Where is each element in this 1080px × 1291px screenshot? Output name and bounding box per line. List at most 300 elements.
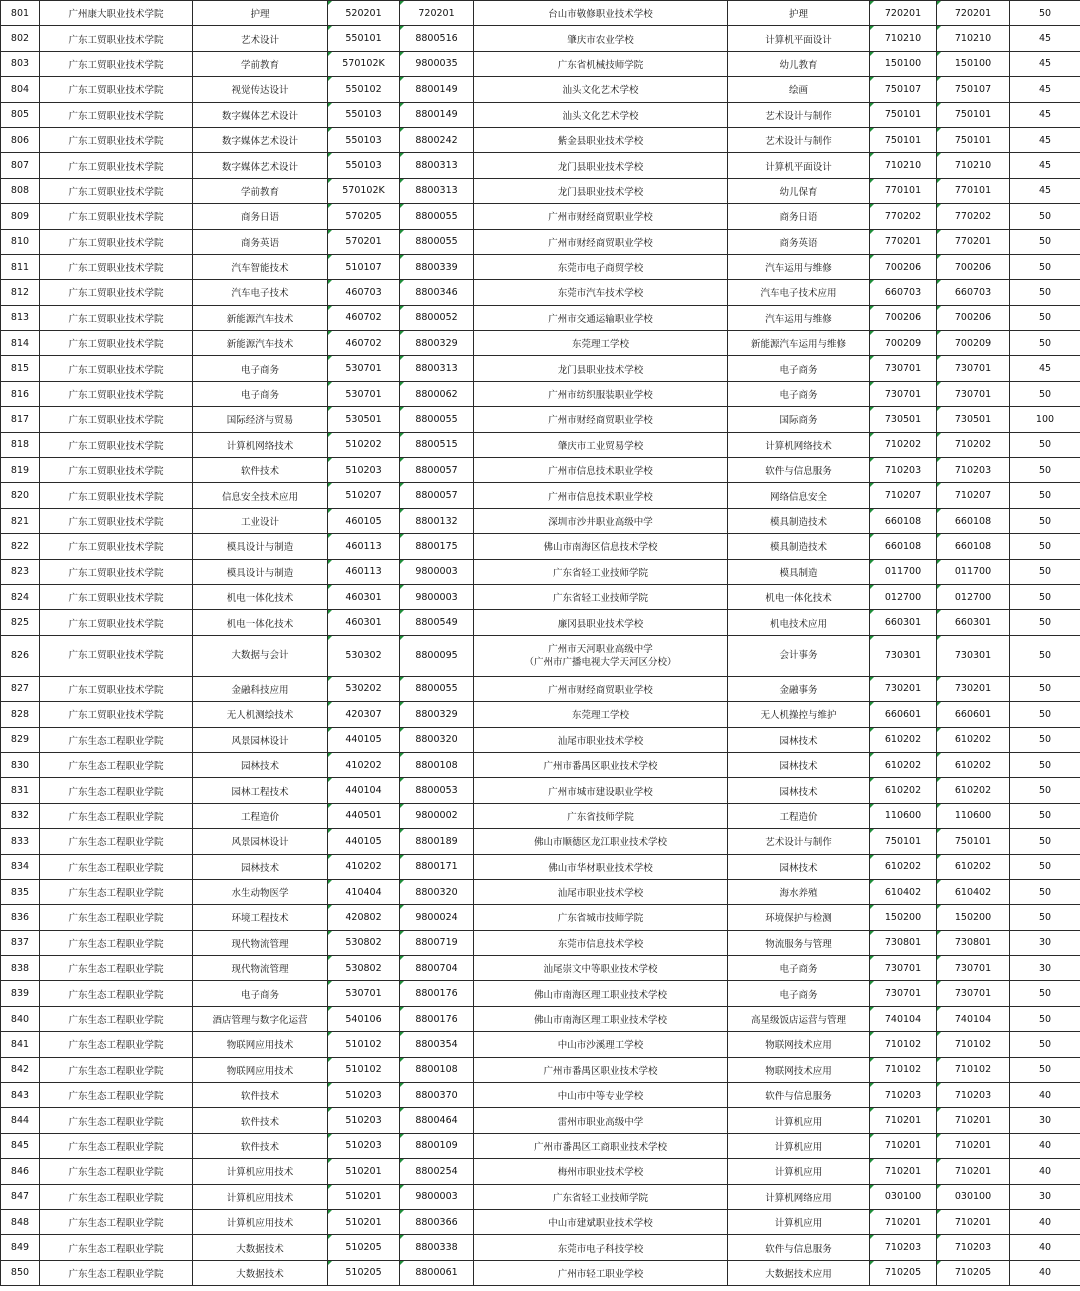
college-major-cell: 电子商务 xyxy=(193,981,328,1006)
row-number-cell: 822 xyxy=(1,534,40,559)
table-row xyxy=(1,178,1080,203)
college-major-code-cell: 440501 xyxy=(328,803,400,828)
plan-count-cell: 30 xyxy=(1010,1108,1080,1133)
school-code-cell: 8800320 xyxy=(400,879,474,904)
school-major-code-2-cell: 710207 xyxy=(937,483,1010,508)
secondary-school-cell: 雷州市职业高级中学 xyxy=(474,1108,728,1133)
school-code-cell: 8800095 xyxy=(400,635,474,676)
table-row xyxy=(1,229,1080,254)
row-number-cell: 848 xyxy=(1,1209,40,1234)
school-major-code-2-cell: 770201 xyxy=(937,229,1010,254)
college-major-cell: 物联网应用技术 xyxy=(193,1032,328,1057)
row-number-cell: 833 xyxy=(1,829,40,854)
college-major-code-cell: 460105 xyxy=(328,508,400,533)
college-major-code-cell: 510201 xyxy=(328,1209,400,1234)
college-cell: 广东生态工程职业学院 xyxy=(40,854,193,879)
table-row xyxy=(1,127,1080,152)
college-major-cell: 数字媒体艺术设计 xyxy=(193,102,328,127)
school-major-code-2-cell: 110600 xyxy=(937,803,1010,828)
secondary-school-cell: 肇庆市农业学校 xyxy=(474,26,728,51)
school-code-cell: 8800346 xyxy=(400,280,474,305)
plan-count-cell: 30 xyxy=(1010,930,1080,955)
plan-count-cell: 50 xyxy=(1010,778,1080,803)
school-major-code-cell: 750101 xyxy=(870,102,937,127)
school-major-code-cell: 110600 xyxy=(870,803,937,828)
college-cell: 广东工贸职业技术学院 xyxy=(40,559,193,584)
school-major-cell: 艺术设计与制作 xyxy=(728,829,870,854)
school-major-cell: 无人机操控与维护 xyxy=(728,702,870,727)
table-row xyxy=(1,51,1080,76)
school-code-cell: 8800719 xyxy=(400,930,474,955)
school-major-code-cell: 770101 xyxy=(870,178,937,203)
college-cell: 广东生态工程职业学院 xyxy=(40,879,193,904)
school-code-cell: 8800366 xyxy=(400,1209,474,1234)
school-major-cell: 电子商务 xyxy=(728,381,870,406)
row-number-cell: 820 xyxy=(1,483,40,508)
school-code-cell: 8800175 xyxy=(400,534,474,559)
secondary-school-cell: 广东省机械技师学院 xyxy=(474,51,728,76)
college-major-cell: 机电一体化技术 xyxy=(193,610,328,635)
school-major-cell: 模具制造技术 xyxy=(728,534,870,559)
secondary-school-cell xyxy=(474,635,728,676)
table-row xyxy=(1,635,1080,676)
school-major-cell: 艺术设计与制作 xyxy=(728,127,870,152)
secondary-school-cell: 广东省轻工业技师学院 xyxy=(474,559,728,584)
plan-count-cell: 50 xyxy=(1010,981,1080,1006)
school-major-cell: 园林技术 xyxy=(728,752,870,777)
table-row xyxy=(1,483,1080,508)
college-major-code-cell: 410202 xyxy=(328,752,400,777)
college-major-cell: 模具设计与制造 xyxy=(193,559,328,584)
school-code-cell: 9800003 xyxy=(400,1184,474,1209)
college-cell: 广东生态工程职业学院 xyxy=(40,1006,193,1031)
school-major-code-cell: 710102 xyxy=(870,1032,937,1057)
college-major-cell: 工业设计 xyxy=(193,508,328,533)
school-major-code-cell: 710201 xyxy=(870,1133,937,1158)
row-number-cell: 818 xyxy=(1,432,40,457)
plan-count-cell: 50 xyxy=(1010,508,1080,533)
college-major-code-cell: 510202 xyxy=(328,432,400,457)
college-major-cell: 大数据技术 xyxy=(193,1260,328,1285)
secondary-school-cell: 佛山市南海区信息技术学校 xyxy=(474,534,728,559)
table-row xyxy=(1,752,1080,777)
school-major-code-2-cell: 012700 xyxy=(937,584,1010,609)
secondary-school-cell: 佛山市顺德区龙江职业技术学校 xyxy=(474,829,728,854)
row-number-cell: 823 xyxy=(1,559,40,584)
college-major-code-cell: 550103 xyxy=(328,102,400,127)
row-number-cell: 803 xyxy=(1,51,40,76)
plan-count-cell: 45 xyxy=(1010,127,1080,152)
college-major-cell: 现代物流管理 xyxy=(193,956,328,981)
row-number-cell: 831 xyxy=(1,778,40,803)
table-row xyxy=(1,702,1080,727)
school-major-code-2-cell: 610402 xyxy=(937,879,1010,904)
row-number-cell: 825 xyxy=(1,610,40,635)
row-number-cell: 846 xyxy=(1,1159,40,1184)
school-major-code-cell: 730201 xyxy=(870,676,937,701)
table-row xyxy=(1,610,1080,635)
plan-count-cell: 50 xyxy=(1010,879,1080,904)
secondary-school-cell: 广州市信息技术职业学校 xyxy=(474,458,728,483)
school-code-cell: 8800055 xyxy=(400,407,474,432)
school-major-code-2-cell: 660301 xyxy=(937,610,1010,635)
school-major-cell: 电子商务 xyxy=(728,981,870,1006)
college-cell: 广州康大职业技术学院 xyxy=(40,1,193,26)
college-major-cell: 现代物流管理 xyxy=(193,930,328,955)
secondary-school-cell: 东莞理工学校 xyxy=(474,702,728,727)
school-code-cell: 8800062 xyxy=(400,381,474,406)
row-number-cell: 809 xyxy=(1,204,40,229)
school-major-cell: 国际商务 xyxy=(728,407,870,432)
school-major-code-2-cell: 710201 xyxy=(937,1159,1010,1184)
college-major-cell: 园林工程技术 xyxy=(193,778,328,803)
college-major-cell: 计算机应用技术 xyxy=(193,1159,328,1184)
row-number-cell: 839 xyxy=(1,981,40,1006)
plan-count-cell: 45 xyxy=(1010,26,1080,51)
school-major-code-cell: 700206 xyxy=(870,305,937,330)
college-major-cell: 汽车电子技术 xyxy=(193,280,328,305)
college-major-cell: 艺术设计 xyxy=(193,26,328,51)
secondary-school-cell: 紫金县职业技术学校 xyxy=(474,127,728,152)
plan-count-cell: 50 xyxy=(1010,1006,1080,1031)
plan-count-cell: 50 xyxy=(1010,1057,1080,1082)
school-major-code-cell: 660301 xyxy=(870,610,937,635)
school-major-code-cell: 770201 xyxy=(870,229,937,254)
plan-count-cell: 50 xyxy=(1010,432,1080,457)
college-cell: 广东工贸职业技术学院 xyxy=(40,702,193,727)
school-code-cell: 9800002 xyxy=(400,803,474,828)
table-row xyxy=(1,1032,1080,1057)
school-major-code-2-cell: 730201 xyxy=(937,676,1010,701)
college-major-cell: 数字媒体艺术设计 xyxy=(193,153,328,178)
college-cell: 广东生态工程职业学院 xyxy=(40,1083,193,1108)
plan-count-cell: 50 xyxy=(1010,331,1080,356)
secondary-school-cell: 广州市轻工职业学校 xyxy=(474,1260,728,1285)
row-number-cell: 847 xyxy=(1,1184,40,1209)
plan-count-cell: 50 xyxy=(1010,905,1080,930)
school-major-code-2-cell: 710102 xyxy=(937,1057,1010,1082)
secondary-school-cell: 广州市财经商贸职业学校 xyxy=(474,229,728,254)
plan-count-cell: 50 xyxy=(1010,635,1080,676)
college-major-code-cell: 550102 xyxy=(328,77,400,102)
table-row xyxy=(1,981,1080,1006)
row-number-cell: 815 xyxy=(1,356,40,381)
college-cell: 广东工贸职业技术学院 xyxy=(40,254,193,279)
school-code-cell: 8800242 xyxy=(400,127,474,152)
college-major-cell: 环境工程技术 xyxy=(193,905,328,930)
school-major-code-cell: 710203 xyxy=(870,1083,937,1108)
college-major-cell: 商务英语 xyxy=(193,229,328,254)
table-row xyxy=(1,1260,1080,1285)
college-cell: 广东工贸职业技术学院 xyxy=(40,102,193,127)
plan-count-cell: 50 xyxy=(1010,534,1080,559)
school-code-cell: 8800176 xyxy=(400,1006,474,1031)
table-row xyxy=(1,905,1080,930)
college-cell: 广东工贸职业技术学院 xyxy=(40,534,193,559)
school-major-code-cell: 710207 xyxy=(870,483,937,508)
college-major-cell: 风景园林设计 xyxy=(193,829,328,854)
school-major-code-2-cell: 770202 xyxy=(937,204,1010,229)
school-major-code-2-cell: 730701 xyxy=(937,981,1010,1006)
college-cell: 广东工贸职业技术学院 xyxy=(40,676,193,701)
school-major-code-2-cell: 700206 xyxy=(937,254,1010,279)
table-row xyxy=(1,1184,1080,1209)
plan-count-cell: 40 xyxy=(1010,1209,1080,1234)
college-major-cell: 计算机应用技术 xyxy=(193,1209,328,1234)
school-code-cell: 8800339 xyxy=(400,254,474,279)
school-major-cell: 汽车运用与维修 xyxy=(728,305,870,330)
table-row xyxy=(1,559,1080,584)
college-cell: 广东生态工程职业学院 xyxy=(40,981,193,1006)
school-major-code-2-cell: 150100 xyxy=(937,51,1010,76)
row-number-cell: 841 xyxy=(1,1032,40,1057)
school-major-code-cell: 610202 xyxy=(870,727,937,752)
college-major-code-cell: 570201 xyxy=(328,229,400,254)
school-code-cell: 8800057 xyxy=(400,483,474,508)
row-number-cell: 804 xyxy=(1,77,40,102)
college-cell: 广东工贸职业技术学院 xyxy=(40,51,193,76)
table-row xyxy=(1,956,1080,981)
college-major-code-cell: 550103 xyxy=(328,127,400,152)
college-major-code-cell: 510203 xyxy=(328,1108,400,1133)
school-major-code-2-cell: 660108 xyxy=(937,508,1010,533)
college-major-code-cell: 460702 xyxy=(328,305,400,330)
table-row xyxy=(1,829,1080,854)
college-major-cell: 软件技术 xyxy=(193,1133,328,1158)
school-major-code-2-cell: 710201 xyxy=(937,1209,1010,1234)
row-number-cell: 801 xyxy=(1,1,40,26)
college-major-code-cell: 510205 xyxy=(328,1235,400,1260)
school-code-cell: 8800171 xyxy=(400,854,474,879)
school-major-code-2-cell: 730701 xyxy=(937,356,1010,381)
college-major-code-cell: 460703 xyxy=(328,280,400,305)
college-cell: 广东工贸职业技术学院 xyxy=(40,280,193,305)
school-major-code-cell: 710102 xyxy=(870,1057,937,1082)
school-major-code-cell: 730701 xyxy=(870,956,937,981)
school-code-cell: 8800549 xyxy=(400,610,474,635)
college-cell: 广东工贸职业技术学院 xyxy=(40,584,193,609)
school-major-cell: 园林技术 xyxy=(728,854,870,879)
row-number-cell: 821 xyxy=(1,508,40,533)
school-major-code-2-cell: 730501 xyxy=(937,407,1010,432)
school-major-code-2-cell: 011700 xyxy=(937,559,1010,584)
table-row xyxy=(1,1,1080,26)
row-number-cell: 832 xyxy=(1,803,40,828)
school-major-cell: 计算机应用 xyxy=(728,1133,870,1158)
school-major-cell: 幼儿保育 xyxy=(728,178,870,203)
school-code-cell: 8800149 xyxy=(400,102,474,127)
row-number-cell: 806 xyxy=(1,127,40,152)
school-major-code-cell: 700206 xyxy=(870,254,937,279)
college-major-code-cell: 510203 xyxy=(328,458,400,483)
table-row xyxy=(1,508,1080,533)
college-major-cell: 计算机应用技术 xyxy=(193,1184,328,1209)
secondary-school-cell: 佛山市华材职业技术学校 xyxy=(474,854,728,879)
school-major-code-cell: 610202 xyxy=(870,854,937,879)
college-major-cell: 新能源汽车技术 xyxy=(193,331,328,356)
college-major-code-cell: 530701 xyxy=(328,381,400,406)
school-major-code-2-cell: 710205 xyxy=(937,1260,1010,1285)
table-row xyxy=(1,305,1080,330)
school-major-cell: 计算机网络技术 xyxy=(728,432,870,457)
secondary-school-cell: 龙门县职业技术学校 xyxy=(474,153,728,178)
row-number-cell: 828 xyxy=(1,702,40,727)
plan-count-cell: 40 xyxy=(1010,1260,1080,1285)
school-code-cell: 720201 xyxy=(400,1,474,26)
school-major-cell: 计算机应用 xyxy=(728,1209,870,1234)
college-cell: 广东工贸职业技术学院 xyxy=(40,635,193,676)
plan-count-cell: 45 xyxy=(1010,102,1080,127)
school-major-code-cell: 710201 xyxy=(870,1108,937,1133)
school-major-code-cell: 710202 xyxy=(870,432,937,457)
school-major-code-2-cell: 610202 xyxy=(937,854,1010,879)
school-code-cell: 9800035 xyxy=(400,51,474,76)
college-cell: 广东工贸职业技术学院 xyxy=(40,381,193,406)
plan-count-cell: 50 xyxy=(1010,1032,1080,1057)
college-major-cell: 大数据技术 xyxy=(193,1235,328,1260)
school-code-cell: 8800061 xyxy=(400,1260,474,1285)
secondary-school-cell: 东莞市汽车技术学校 xyxy=(474,280,728,305)
school-major-cell: 模具制造技术 xyxy=(728,508,870,533)
school-major-code-cell: 610202 xyxy=(870,752,937,777)
college-cell: 广东工贸职业技术学院 xyxy=(40,127,193,152)
secondary-school-cell: 肇庆市工业贸易学校 xyxy=(474,432,728,457)
college-cell: 广东生态工程职业学院 xyxy=(40,1184,193,1209)
college-major-cell: 机电一体化技术 xyxy=(193,584,328,609)
plan-count-cell: 50 xyxy=(1010,610,1080,635)
college-major-code-cell: 510205 xyxy=(328,1260,400,1285)
table-row xyxy=(1,803,1080,828)
school-major-code-2-cell: 710102 xyxy=(937,1032,1010,1057)
school-major-code-cell: 660108 xyxy=(870,508,937,533)
plan-count-cell: 50 xyxy=(1010,829,1080,854)
school-major-cell: 环境保护与检测 xyxy=(728,905,870,930)
secondary-school-cell: 中山市沙溪理工学校 xyxy=(474,1032,728,1057)
table-row xyxy=(1,331,1080,356)
college-major-code-cell: 510203 xyxy=(328,1083,400,1108)
secondary-school-cell: 中山市建斌职业技术学校 xyxy=(474,1209,728,1234)
table-row xyxy=(1,280,1080,305)
secondary-school-cell: 广州市番禺区职业技术学校 xyxy=(474,1057,728,1082)
college-major-code-cell: 530202 xyxy=(328,676,400,701)
school-major-code-2-cell: 710201 xyxy=(937,1108,1010,1133)
secondary-school-cell: 龙门县职业技术学校 xyxy=(474,178,728,203)
college-cell: 广东生态工程职业学院 xyxy=(40,752,193,777)
secondary-school-cell: 梅州市职业技术学校 xyxy=(474,1159,728,1184)
college-cell: 广东生态工程职业学院 xyxy=(40,1159,193,1184)
school-major-code-2-cell: 150200 xyxy=(937,905,1010,930)
school-major-code-cell: 150200 xyxy=(870,905,937,930)
table-row xyxy=(1,534,1080,559)
school-major-code-2-cell: 750101 xyxy=(937,127,1010,152)
college-cell: 广东生态工程职业学院 xyxy=(40,1057,193,1082)
plan-count-cell: 45 xyxy=(1010,153,1080,178)
table-row xyxy=(1,458,1080,483)
secondary-school-cell: 佛山市南海区理工职业技术学校 xyxy=(474,1006,728,1031)
plan-count-cell: 50 xyxy=(1010,752,1080,777)
table-row xyxy=(1,1235,1080,1260)
college-cell: 广东生态工程职业学院 xyxy=(40,1209,193,1234)
school-major-code-cell: 710203 xyxy=(870,458,937,483)
school-major-cell: 计算机平面设计 xyxy=(728,26,870,51)
school-code-cell: 8800254 xyxy=(400,1159,474,1184)
school-major-cell: 商务英语 xyxy=(728,229,870,254)
plan-count-cell: 50 xyxy=(1010,702,1080,727)
school-major-code-cell: 710203 xyxy=(870,1235,937,1260)
plan-count-cell: 50 xyxy=(1010,458,1080,483)
school-major-code-2-cell: 730801 xyxy=(937,930,1010,955)
school-major-code-cell: 700209 xyxy=(870,331,937,356)
secondary-school-cell: 中山市中等专业学校 xyxy=(474,1083,728,1108)
school-major-code-2-cell: 730701 xyxy=(937,956,1010,981)
college-cell: 广东生态工程职业学院 xyxy=(40,1108,193,1133)
school-code-cell: 9800003 xyxy=(400,559,474,584)
college-major-code-cell: 530802 xyxy=(328,956,400,981)
row-number-cell: 844 xyxy=(1,1108,40,1133)
secondary-school-cell: 广东省城市技师学院 xyxy=(474,905,728,930)
college-major-code-cell: 510201 xyxy=(328,1159,400,1184)
school-code-cell: 8800704 xyxy=(400,956,474,981)
school-major-code-2-cell: 660601 xyxy=(937,702,1010,727)
school-major-code-cell: 720201 xyxy=(870,1,937,26)
school-major-code-2-cell: 740104 xyxy=(937,1006,1010,1031)
school-code-cell: 8800329 xyxy=(400,331,474,356)
plan-count-cell: 100 xyxy=(1010,407,1080,432)
row-number-cell: 808 xyxy=(1,178,40,203)
college-major-cell: 国际经济与贸易 xyxy=(193,407,328,432)
secondary-school-cell: 汕尾崇文中等职业技术学校 xyxy=(474,956,728,981)
school-major-code-cell: 610402 xyxy=(870,879,937,904)
school-major-cell: 软件与信息服务 xyxy=(728,458,870,483)
school-code-cell: 8800338 xyxy=(400,1235,474,1260)
college-major-cell: 商务日语 xyxy=(193,204,328,229)
plan-count-cell: 40 xyxy=(1010,1159,1080,1184)
row-number-cell: 819 xyxy=(1,458,40,483)
college-cell: 广东工贸职业技术学院 xyxy=(40,458,193,483)
college-major-cell: 园林技术 xyxy=(193,752,328,777)
school-major-code-cell: 710205 xyxy=(870,1260,937,1285)
college-major-cell: 模具设计与制造 xyxy=(193,534,328,559)
table-row xyxy=(1,381,1080,406)
row-number-cell: 834 xyxy=(1,854,40,879)
school-major-code-cell: 730801 xyxy=(870,930,937,955)
table-row xyxy=(1,584,1080,609)
college-major-code-cell: 460301 xyxy=(328,610,400,635)
school-major-cell: 网络信息安全 xyxy=(728,483,870,508)
secondary-school-cell: 廉冈县职业技术学校 xyxy=(474,610,728,635)
table-row xyxy=(1,77,1080,102)
secondary-school-cell: 东莞市电子商贸学校 xyxy=(474,254,728,279)
college-cell: 广东工贸职业技术学院 xyxy=(40,229,193,254)
secondary-school-cell: 汕尾市职业技术学校 xyxy=(474,727,728,752)
school-major-cell: 物联网技术应用 xyxy=(728,1057,870,1082)
school-code-cell: 8800108 xyxy=(400,752,474,777)
school-major-cell: 园林技术 xyxy=(728,727,870,752)
college-cell: 广东工贸职业技术学院 xyxy=(40,305,193,330)
plan-count-cell: 50 xyxy=(1010,204,1080,229)
row-number-cell: 807 xyxy=(1,153,40,178)
school-major-code-cell: 710201 xyxy=(870,1159,937,1184)
college-major-cell: 计算机网络技术 xyxy=(193,432,328,457)
secondary-school-cell: 汕尾市职业技术学校 xyxy=(474,879,728,904)
school-major-code-cell: 730701 xyxy=(870,981,937,1006)
college-cell: 广东工贸职业技术学院 xyxy=(40,331,193,356)
college-major-code-cell: 550101 xyxy=(328,26,400,51)
school-major-code-cell: 610202 xyxy=(870,778,937,803)
school-code-cell: 8800052 xyxy=(400,305,474,330)
table-row xyxy=(1,1083,1080,1108)
plan-count-cell: 45 xyxy=(1010,77,1080,102)
